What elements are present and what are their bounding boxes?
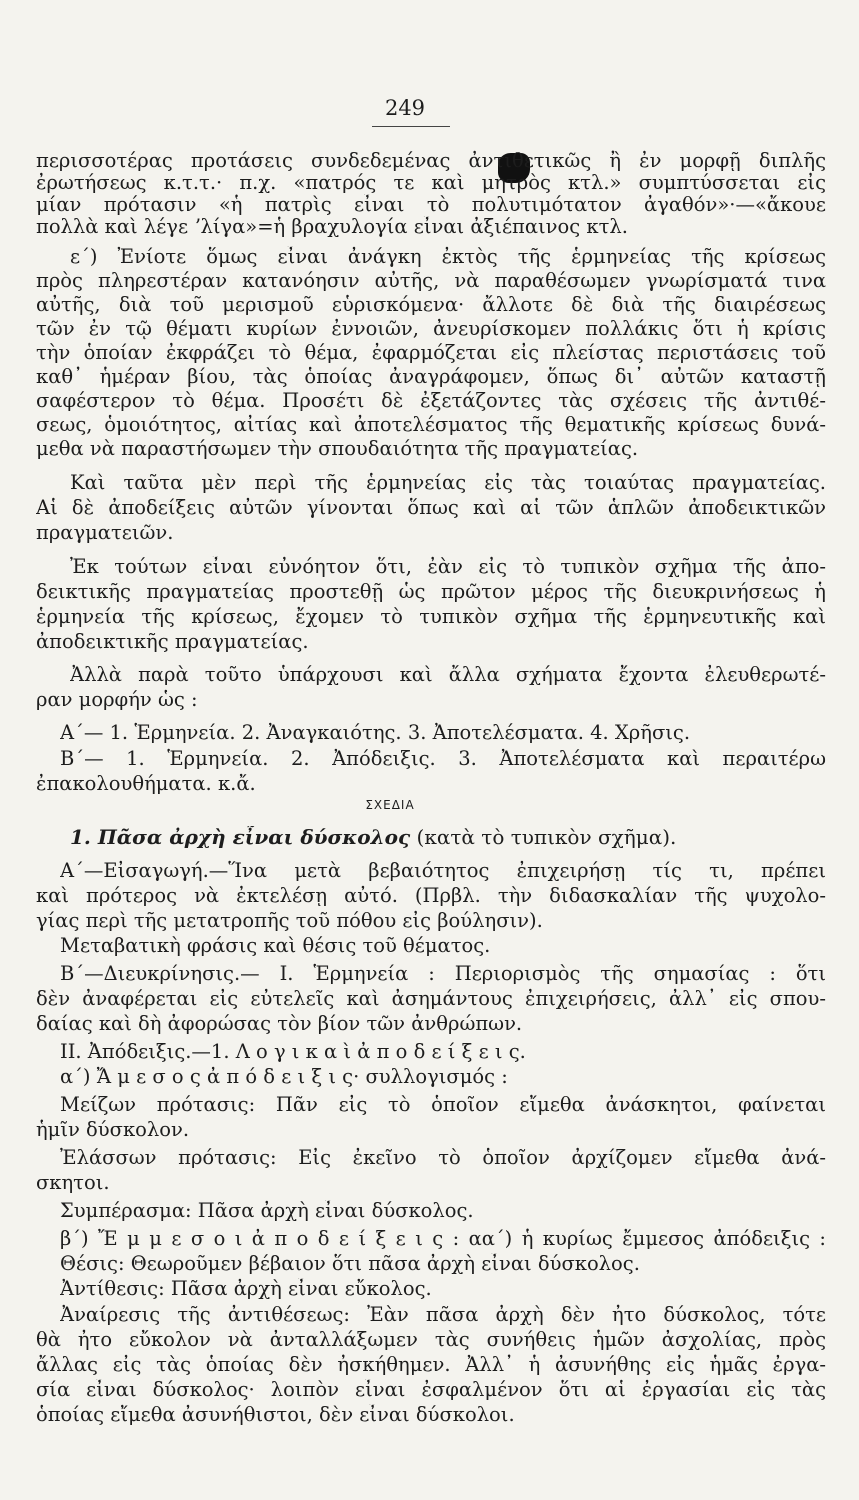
text-line: τὴν ὁποίαν ἐκφράζει τὸ θέμα, ἐφαρμόζεται εἰς πλείστας περιστάσεις τοῦ (36, 342, 826, 364)
text-line: Ἐκ τούτων εἶναι εὐνόητον ὅτι, ἐὰν εἰς τὸ τυπικὸν σχῆμα τῆς ἀπο- (70, 556, 826, 578)
text-line: περισσοτέρας προτάσεις συνδεδεμένας ἀντιθετικῶς ἢ ἐν μορφῇ διπλῆς (36, 150, 826, 172)
text-line: ε΄) Ἐνίοτε ὅμως εἶναι ἀνάγκη ἐκτὸς τῆς ἑρμηνείας τῆς κρίσεως (70, 246, 826, 268)
text-line: καθ᾽ ἡμέραν βίου, τὰς ὁποίας ἀναγράφομεν, ὅπως δι᾽ αὐτῶν καταστῇ (36, 366, 826, 388)
text-line: Β΄— 1. Ἑρμηνεία. 2. Ἀπόδειξις. 3. Ἀποτελέσματα καὶ περαιτέρω (60, 748, 826, 770)
text-line: ἄλλας εἰς τὰς ὁποίας δὲν ἠσκήθημεν. Ἀλλ᾽ ἡ ἀσυνήθης εἰς ἡμᾶς ἐργα- (36, 1354, 826, 1376)
text-line: δεικτικῆς πραγματείας προστεθῇ ὡς πρῶτον μέρος τῆς διευκρινήσεως ἡ (36, 581, 826, 603)
text-line: Μεταβατικὴ φράσις καὶ θέσις τοῦ θέματος. (60, 935, 491, 957)
text-line: ἐρωτήσεως κ.τ.τ.· π.χ. «πατρός τε καὶ μητρὸς κτλ.» συμπτύσσεται εἰς (36, 172, 826, 194)
heading-title: 1. Πᾶσα ἀρχὴ εἶναι δύσκολος (70, 826, 411, 848)
text-line: Μείζων πρότασις: Πᾶν εἰς τὸ ὁποῖον εἴμεθα ἀνάσκητοι, φαίνεται (60, 1094, 826, 1116)
text-line: Ἀναίρεσις τῆς ἀντιθέσεως: Ἐὰν πᾶσα ἀρχὴ δὲν ἦτο δύσκολος, τότε (60, 1304, 826, 1326)
text-line: Ἀντίθεσις: Πᾶσα ἀρχὴ εἶναι εὔκολος. (60, 1278, 432, 1300)
text-line: σία εἶναι δύσκολος· λοιπὸν εἶναι ἐσφαλμένον ὅτι αἱ ἐργασίαι εἰς τὰς (36, 1379, 826, 1401)
text-line: ἡμῖν δύσκολον. (36, 1119, 190, 1141)
text-line: θὰ ἦτο εὔκολον νὰ ἀνταλλάξωμεν τὰς συνήθεις ἡμῶν ἀσχολίας, πρὸς (36, 1329, 826, 1351)
text-line: α΄) Ἄ μ ε σ ο ς ἀ π ό δ ε ι ξ ι ς· συλλογισμός : (60, 1066, 508, 1088)
text-line: ἀποδεικτικῆς πραγματείας. (36, 631, 309, 653)
text-line: πολλὰ καὶ λέγε ʼλίγα»=ἡ βραχυλογία εἶναι ἀξιέπαινος κτλ. (36, 216, 628, 238)
text-line: σαφέστερον τὸ θέμα. Προσέτι δὲ ἐξετάζοντες τὰς σχέσεις τῆς ἀντιθέ- (36, 390, 826, 412)
text-line: δαίας καὶ δὴ ἀφορώσας τὸν βίον τῶν ἀνθρώπων. (36, 1013, 523, 1035)
section-heading (70, 826, 826, 848)
text-line: πρὸς πληρεστέραν κατανόησιν αὐτῆς, νὰ παραθέσωμεν γνωρίσματά τινα (36, 270, 826, 292)
text-line: ἐπακολουθήματα. κ.ἄ. (36, 773, 256, 795)
text-line: Ἀλλὰ παρὰ τοῦτο ὑπάρχουσι καὶ ἄλλα σχήματα ἔχοντα ἐλευθερωτέ- (70, 664, 826, 686)
text-line: σκητοι. (36, 1172, 110, 1194)
text-line: σεως, ὁμοιότητος, αἰτίας καὶ ἀποτελέσματος τῆς θεματικῆς κρίσεως δυνά- (36, 414, 826, 436)
text-line: ἑρμηνεία τῆς κρίσεως, ἔχομεν τὸ τυπικὸν σχῆμα τῆς ἑρμηνευτικῆς καὶ (36, 606, 826, 628)
text-line: μεθα νὰ παραστήσωμεν τὴν σπουδαιότητα τῆς πραγματείας. (36, 438, 639, 460)
text-line: μίαν πρότασιν «ἡ πατρὶς εἶναι τὸ πολυτιμότατον ἀγαθόν»·—«ἄκουε (36, 194, 826, 216)
heading-suffix: (κατὰ τὸ τυπικὸν σχῆμα). (410, 826, 677, 848)
text-line: Α΄— 1. Ἑρμηνεία. 2. Ἀναγκαιότης. 3. Ἀποτελέσματα. 4. Χρῆσις. (60, 722, 691, 744)
text-line: πραγματειῶν. (36, 522, 174, 544)
section-header: ΣΧΕΔΙΑ (365, 798, 415, 812)
text-line: τῶν ἐν τῷ θέματι κυρίων ἐννοιῶν, ἀνευρίσκομεν πολλάκις ὅτι ἡ κρίσις (36, 318, 826, 340)
text-line: καὶ πρότερος νὰ ἐκτελέσῃ αὐτό. (Πρβλ. τὴν διδασκαλίαν τῆς ψυχολο- (36, 885, 826, 907)
text-line: Καὶ ταῦτα μὲν περὶ τῆς ἑρμηνείας εἰς τὰς τοιαύτας πραγματείας. (70, 472, 826, 494)
page-number-rule (372, 126, 450, 127)
text-line: β΄) Ἔ μ μ ε σ ο ι ἀ π ο δ ε ί ξ ε ι ς : αα΄) ἡ κυρίως ἔμμεσος ἀπόδειξις : (60, 1228, 826, 1250)
text-line: αὐτῆς, διὰ τοῦ μερισμοῦ εὑρισκόμενα· ἄλλοτε δὲ διὰ τῆς διαιρέσεως (36, 294, 826, 316)
text-line: ραν μορφήν ὡς : (36, 689, 198, 711)
text-line: Β΄—Διευκρίνησις.— Ι. Ἑρμηνεία : Περιορισμὸς τῆς σημασίας : ὅτι (60, 963, 826, 985)
text-line: Αἱ δὲ ἀποδείξεις αὐτῶν γίνονται ὅπως καὶ αἱ τῶν ἁπλῶν ἀποδεικτικῶν (36, 497, 826, 519)
text-line: δὲν ἀναφέρεται εἰς εὐτελεῖς καὶ ἀσημάντους ἐπιχειρήσεις, ἀλλ᾽ εἰς σπου- (36, 988, 826, 1010)
text-line: Ἐλάσσων πρότασις: Εἰς ἐκεῖνο τὸ ὁποῖον ἀρχίζομεν εἴμεθα ἀνά- (60, 1147, 826, 1169)
text-line: ΙΙ. Ἀπόδειξις.—1. Λ ο γ ι κ α ὶ ἀ π ο δ ε ί ξ ε ι ς. (60, 1041, 526, 1063)
page-number: 249 (384, 96, 426, 120)
text-line: ὁποίας εἴμεθα ἀσυνήθιστοι, δὲν εἶναι δύσκολοι. (36, 1404, 515, 1426)
text-line: Συμπέρασμα: Πᾶσα ἀρχὴ εἶναι δύσκολος. (60, 1200, 474, 1222)
text-line: Α΄—Εἰσαγωγή.—Ἵνα μετὰ βεβαιότητος ἐπιχειρήσῃ τίς τι, πρέπει (60, 860, 826, 882)
text-line: γίας περὶ τῆς μετατροπῆς τοῦ πόθου εἰς βούλησιν). (36, 910, 543, 932)
text-line: Θέσις: Θεωροῦμεν βέβαιον ὅτι πᾶσα ἀρχὴ εἶναι δύσκολος. (60, 1253, 640, 1275)
